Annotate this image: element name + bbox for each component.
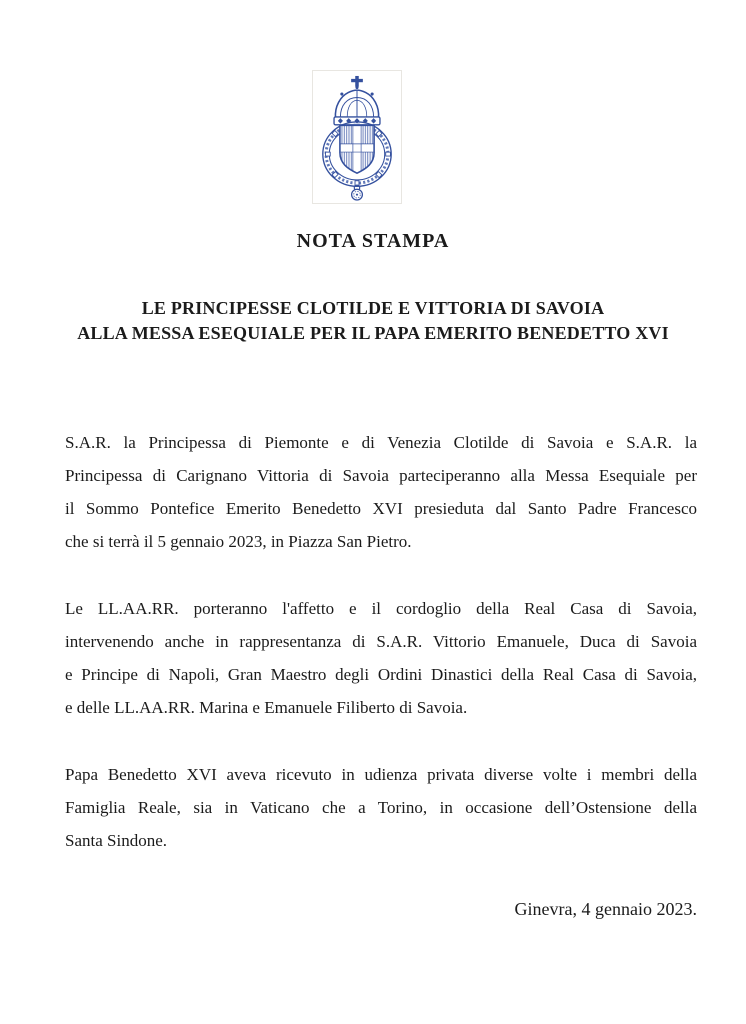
dateline: Ginevra, 4 gennaio 2023.: [514, 899, 697, 919]
headline-line-1: LE PRINCIPESSE CLOTILDE E VITTORIA DI SAVOIA: [141, 298, 605, 318]
text-line: Le LL.AA.RR. porteranno l'affetto e il cordoglio della Real Casa di Savoia,: [65, 599, 697, 618]
paragraph-2: [65, 592, 697, 724]
text-line: il Sommo Pontefice Emerito Benedetto XVI presieduta dal Santo Padre Francesco: [65, 499, 697, 518]
headline-line-2: ALLA MESSA ESEQUIALE PER IL PAPA EMERITO BENEDETTO XVI: [77, 323, 669, 343]
headline: [0, 296, 746, 346]
royal-crown: [334, 85, 380, 124]
paragraph-3: [65, 758, 697, 857]
savoy-coat-of-arms-icon: [315, 74, 399, 201]
savoy-shield: [339, 124, 374, 174]
text-line: Famiglia Reale, sia in Vaticano che a Torino, in occasione dell’Ostensione della: [65, 798, 697, 817]
press-note-label: NOTA STAMPA: [296, 230, 450, 252]
text-line: Papa Benedetto XVI aveva ricevuto in udienza privata diverse volte i membri della: [65, 765, 697, 784]
savoy-crest-frame: [312, 70, 402, 204]
text-line: che si terrà il 5 gennaio 2023, in Piazza San Pietro.: [65, 532, 412, 551]
text-line: intervenendo anche in rappresentanza di S.A.R. Vittorio Emanuele, Duca di Savoia: [65, 632, 697, 651]
crown-cross: [351, 75, 363, 86]
text-line: e Principe di Napoli, Gran Maestro degli Ordini Dinastici della Real Casa di Savoia,: [65, 665, 697, 684]
text-line: Principessa di Carignano Vittoria di Savoia parteciperanno alla Messa Esequiale per: [65, 466, 697, 485]
text-line: Santa Sindone.: [65, 831, 167, 850]
paragraph-1: [65, 426, 697, 558]
collar-pendant: [352, 185, 363, 200]
text-line: e delle LL.AA.RR. Marina e Emanuele Filiberto di Savoia.: [65, 698, 468, 717]
body-text: [65, 426, 697, 921]
text-line: S.A.R. la Principessa di Piemonte e di Venezia Clotilde di Savoia e S.A.R. la: [65, 433, 697, 452]
